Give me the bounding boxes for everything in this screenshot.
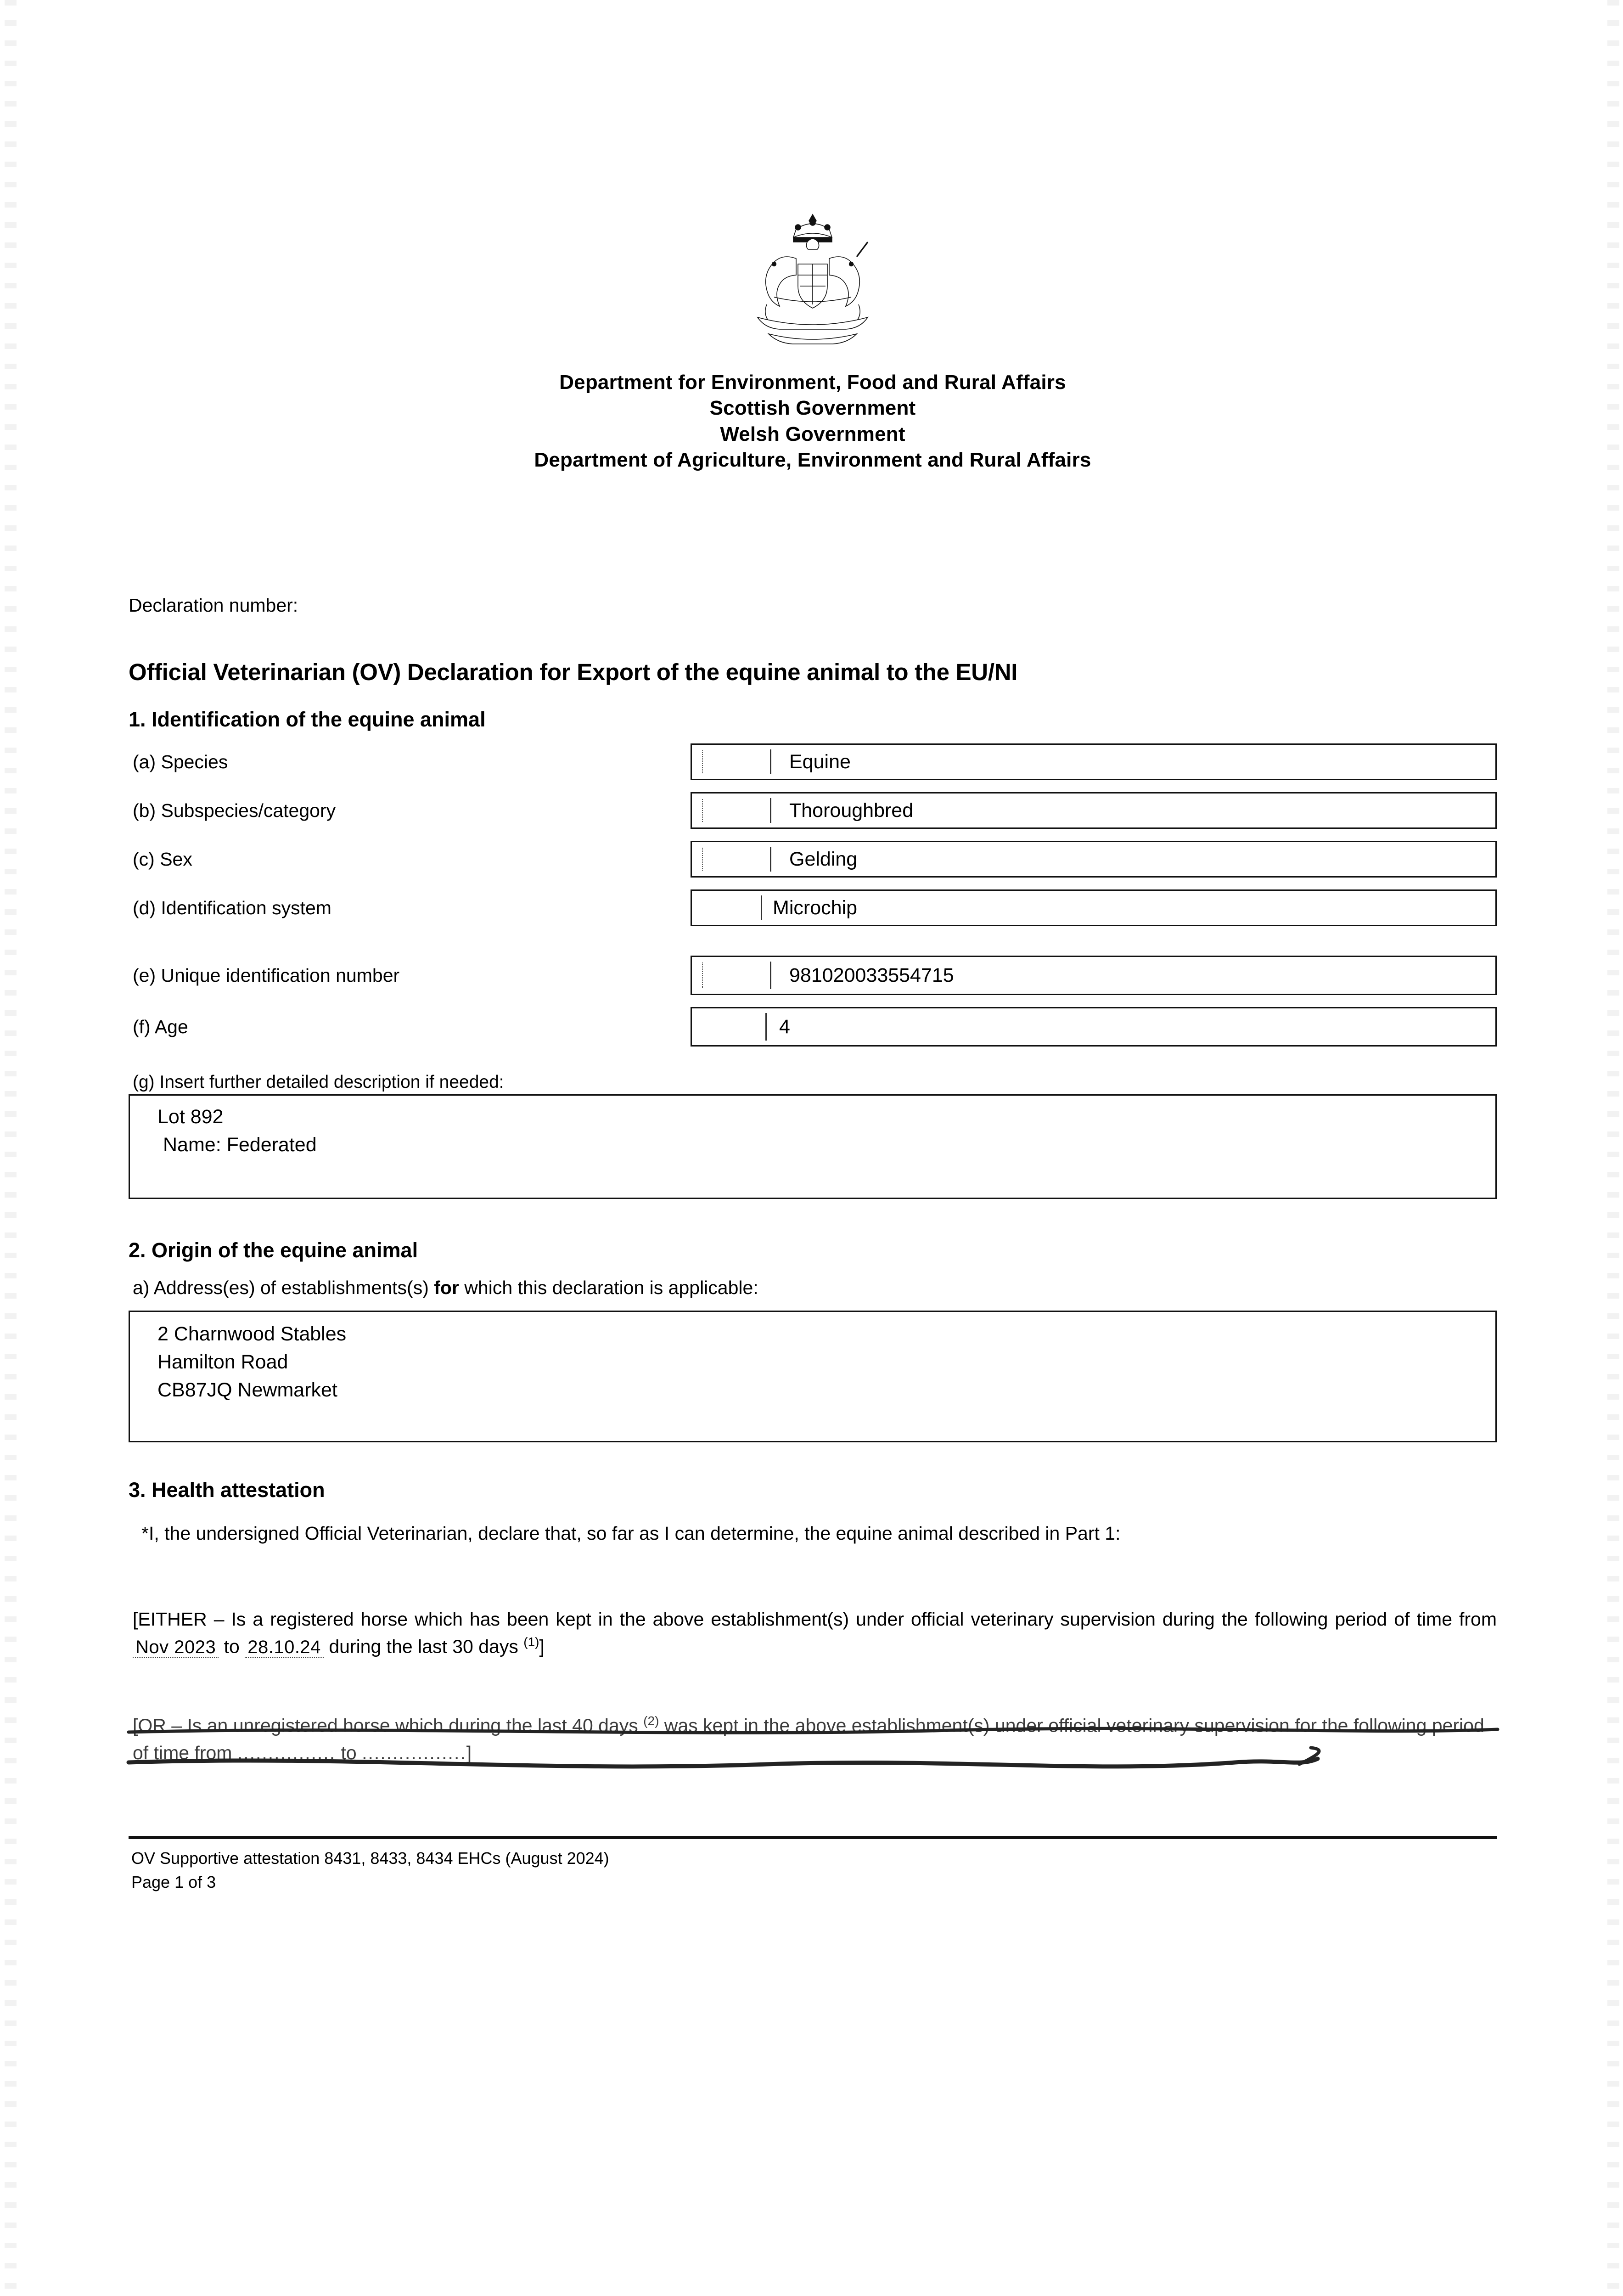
field-divider-bar (765, 1013, 767, 1041)
department-line-2: Scottish Government (709, 397, 916, 420)
field-input-identification-system[interactable] (691, 889, 1497, 926)
field-input-sex[interactable] (691, 841, 1497, 878)
department-line-4: Department of Agriculture, Environment and Rural Affairs (534, 448, 1091, 471)
further-description-label: (g) Insert further detailed description if needed: (133, 1072, 504, 1092)
further-description-line-1: Lot 892 (157, 1106, 224, 1128)
field-input-age[interactable] (691, 1007, 1497, 1047)
section-2-sub-bold: for (434, 1277, 459, 1299)
or-from-blank[interactable]: ................ (237, 1742, 336, 1764)
section-3-heading: 3. Health attestation (129, 1478, 325, 1502)
section-2-subheading (129, 1277, 1497, 1299)
field-value-sex: Gelding (789, 848, 858, 870)
footer-reference: OV Supportive attestation 8431, 8433, 8434 EHCs (August 2024) (131, 1848, 609, 1868)
section-2-heading: 2. Origin of the equine animal (129, 1238, 418, 1262)
field-row-species (129, 743, 1497, 780)
or-clause-close: ] (466, 1742, 472, 1764)
field-row-age (129, 1007, 1497, 1047)
field-divider-bar (770, 962, 771, 989)
address-line-1: 2 Charnwood Stables (157, 1323, 347, 1345)
scan-edge-noise-right (1607, 0, 1619, 2296)
or-to-blank[interactable]: ................. (362, 1742, 466, 1764)
field-input-species[interactable] (691, 743, 1497, 780)
either-to-value[interactable]: 28.10.24 (245, 1637, 324, 1658)
either-clause-post: during the last 30 days (323, 1636, 524, 1657)
field-tick-mark (702, 799, 704, 822)
field-divider-bar (770, 847, 771, 872)
either-clause-close: ] (539, 1636, 545, 1657)
section-1-heading: 1. Identification of the equine animal (129, 708, 486, 732)
declaration-number-label: Declaration number: (129, 595, 298, 616)
or-clause-struck (129, 1712, 1497, 1767)
or-clause-pre: [OR – Is an unregistered horse which during the last 40 days (133, 1715, 644, 1736)
field-tick-mark (702, 962, 704, 988)
field-divider-bar (770, 749, 771, 774)
either-clause-mid: to (219, 1636, 245, 1657)
field-value-species: Equine (789, 750, 851, 773)
field-row-unique-identification-number (129, 956, 1497, 995)
field-label-species: (a) Species (133, 751, 228, 772)
address-box[interactable] (129, 1311, 1497, 1442)
or-footnote-marker: (2) (643, 1714, 659, 1728)
further-description-line-2: Name: Federated (163, 1134, 317, 1156)
field-label-identification-system: (d) Identification system (133, 897, 331, 918)
or-clause-mid: was kept in the above establishment(s) under official veterinary supervision for the following period of time from (133, 1715, 1484, 1764)
either-from-value[interactable]: Nov 2023 (133, 1637, 219, 1658)
either-footnote-marker: (1) (523, 1635, 539, 1649)
section-2-sub-pre: a) Address(es) of establishments(s) (133, 1277, 434, 1299)
section-2-sub-post: which this declaration is applicable: (459, 1277, 758, 1299)
department-header (129, 370, 1497, 473)
or-clause-to: to (336, 1742, 362, 1764)
footer-divider (129, 1836, 1497, 1839)
health-attestation-intro: *I, the undersigned Official Veterinarian, declare that, so far as I can determine, the equine animal described in Part 1: (141, 1523, 1121, 1544)
further-description-box[interactable] (129, 1094, 1497, 1199)
page-title: Official Veterinarian (OV) Declaration for Export of the equine animal to the EU/NI (129, 659, 1018, 686)
royal-coat-of-arms-icon (721, 209, 904, 356)
field-tick-mark (702, 750, 704, 773)
field-label-sex: (c) Sex (133, 848, 192, 870)
field-label-unique-identification-number: (e) Unique identification number (133, 964, 400, 986)
field-value-age: 4 (779, 1015, 790, 1038)
department-line-3: Welsh Government (720, 422, 905, 445)
either-clause (129, 1606, 1497, 1661)
field-row-sex (129, 841, 1497, 878)
footer (129, 1846, 1497, 1894)
footer-page-number: Page 1 of 3 (131, 1872, 216, 1891)
either-clause-pre: [EITHER – Is a registered horse which has been kept in the above establishment(s) under official veterinary supervision during the following period of time from (133, 1608, 1497, 1630)
field-label-age: (f) Age (133, 1016, 188, 1037)
field-value-unique-identification-number: 981020033554715 (789, 964, 954, 986)
field-row-identification-system (129, 889, 1497, 926)
address-line-2: Hamilton Road (157, 1351, 288, 1373)
field-value-subspecies: Thoroughbred (789, 799, 914, 822)
field-input-unique-identification-number[interactable] (691, 956, 1497, 995)
department-line-1: Department for Environment, Food and Rural Affairs (559, 371, 1066, 394)
field-value-identification-system: Microchip (773, 896, 857, 919)
field-input-subspecies[interactable] (691, 792, 1497, 829)
field-label-subspecies: (b) Subspecies/category (133, 799, 336, 821)
field-row-subspecies (129, 792, 1497, 829)
address-line-3: CB87JQ Newmarket (157, 1379, 337, 1401)
field-divider-bar (761, 895, 762, 920)
page-content (129, 0, 1497, 1894)
field-tick-mark (702, 848, 704, 871)
field-divider-bar (770, 798, 771, 823)
scan-edge-noise-left (5, 0, 17, 2296)
crest-container (129, 209, 1497, 356)
